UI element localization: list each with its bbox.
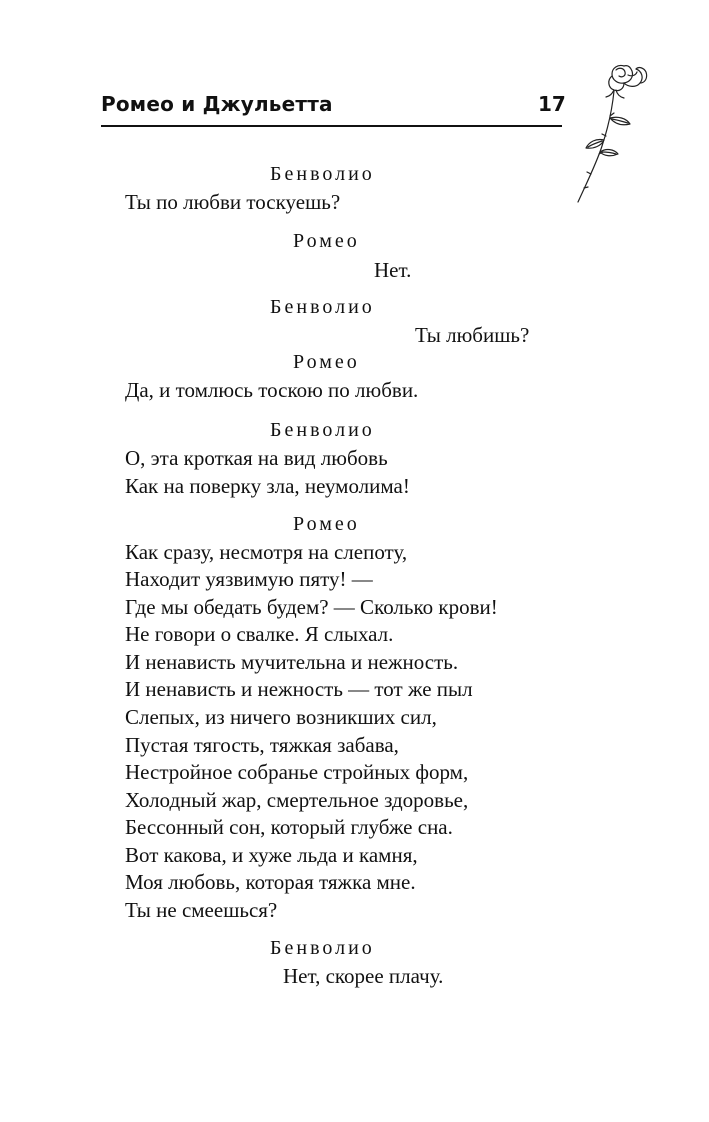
verse-line: Ты любишь?	[415, 323, 530, 347]
speaker-name: Бенволио	[270, 937, 375, 959]
verse-line: Да, и томлюсь тоскою по любви.	[125, 378, 419, 402]
header-divider	[101, 125, 562, 127]
speaker-name: Бенволио	[270, 163, 375, 185]
verse-line: Пустая тягость, тяжкая забава,	[125, 733, 399, 757]
verse-line: И ненависть и нежность — тот же пыл	[125, 677, 473, 701]
verse-line: Где мы обедать будем? — Сколько крови!	[125, 595, 498, 619]
verse-line: Как сразу, несмотря на слепоту,	[125, 540, 408, 564]
speaker-name: Ромео	[293, 230, 360, 252]
verse-line: Как на поверку зла, неумолима!	[125, 474, 410, 498]
speaker-name: Бенволио	[270, 296, 375, 318]
verse-line: О, эта кроткая на вид любовь	[125, 446, 388, 470]
verse-line: Ты не смеешься?	[125, 898, 278, 922]
verse-line: И ненависть мучительна и нежность.	[125, 650, 459, 674]
verse-line: Нет.	[374, 258, 412, 282]
verse-line: Слепых, из ничего возникших сил,	[125, 705, 437, 729]
verse-line: Нет, скорее плачу.	[283, 964, 444, 988]
speaker-name: Ромео	[293, 513, 360, 535]
verse-line: Ты по любви тоскуешь?	[125, 190, 341, 214]
verse-line: Бессонный сон, который глубже сна.	[125, 815, 453, 839]
page-number: 17	[538, 92, 566, 116]
verse-line: Холодный жар, смертельное здоровье,	[125, 788, 469, 812]
speaker-name: Ромео	[293, 351, 360, 373]
verse-line: Моя любовь, которая тяжка мне.	[125, 870, 416, 894]
verse-line: Находит уязвимую пяту! —	[125, 567, 373, 591]
verse-line: Нестройное собранье стройных форм,	[125, 760, 469, 784]
rose-icon	[566, 56, 666, 208]
verse-line: Не говори о свалке. Я слыхал.	[125, 622, 394, 646]
running-header-title: Ромео и Джульетта	[101, 92, 333, 116]
speaker-name: Бенволио	[270, 419, 375, 441]
verse-line: Вот какова, и хуже льда и камня,	[125, 843, 418, 867]
